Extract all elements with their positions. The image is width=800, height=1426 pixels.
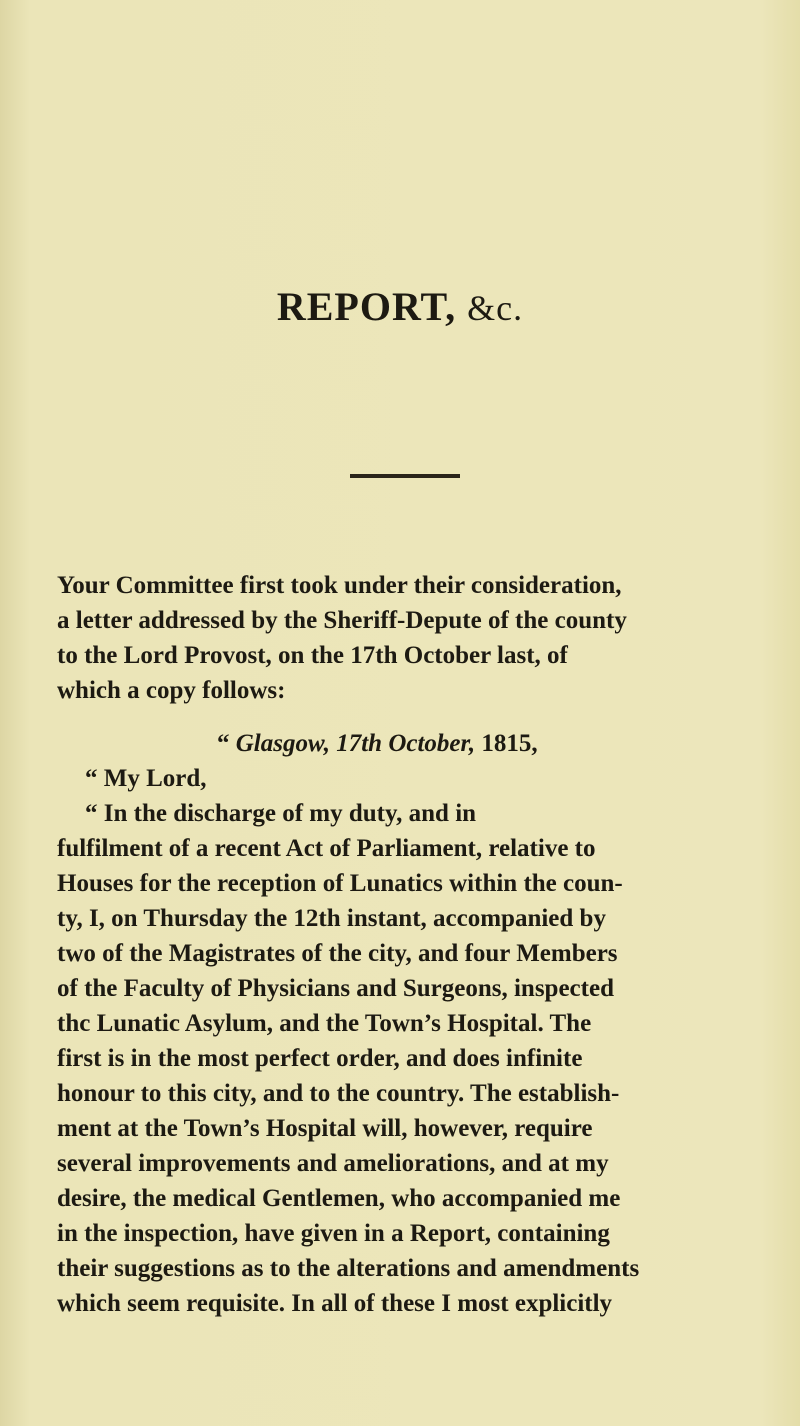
letter-line: ment at the Town’s Hospital will, however, require (57, 1115, 593, 1142)
dateline-year: 1815, (481, 730, 538, 757)
body-text (57, 568, 757, 1321)
intro-line: Your Committee first took under their consideration, (57, 572, 622, 599)
dateline-quote: “ (217, 730, 230, 757)
intro-line: to the Lord Provost, on the 17th October last, of (57, 642, 568, 669)
heading-title: REPORT, (276, 284, 457, 329)
letter-line: fulfilment of a recent Act of Parliament, relative to (57, 835, 596, 862)
letter-line: two of the Magistrates of the city, and four Members (57, 940, 618, 967)
section-rule (350, 474, 460, 478)
dateline-place-date: Glasgow, 17th October, (235, 730, 476, 757)
letter-line: in the inspection, have given in a Report, containing (57, 1220, 610, 1247)
letter-line: Houses for the reception of Lunatics within the coun- (57, 870, 623, 897)
intro-line: a letter addressed by the Sheriff-Depute of the county (57, 607, 627, 634)
letter-line: “ In the discharge of my duty, and in (85, 800, 477, 827)
letter-line: thc Lunatic Asylum, and the Town’s Hospital. The (57, 1010, 592, 1037)
letter-line: their suggestions as to the alterations and amendments (57, 1255, 640, 1282)
letter-line: first is in the most perfect order, and does infinite (57, 1045, 583, 1072)
letter-dateline (57, 726, 757, 761)
page-heading (0, 283, 800, 330)
letter-line: desire, the medical Gentlemen, who accompanied me (57, 1185, 621, 1212)
heading-etc: &c. (467, 288, 524, 328)
intro-line: which a copy follows: (57, 677, 286, 704)
letter-line: several improvements and ameliorations, and at my (57, 1150, 609, 1177)
letter-line: which seem requisite. In all of these I most explicitly (57, 1290, 613, 1317)
letter-line: ty, I, on Thursday the 12th instant, accompanied by (57, 905, 606, 932)
letter-salutation: “ My Lord, (85, 765, 207, 792)
letter-line: honour to this city, and to the country. The establish- (57, 1080, 620, 1107)
letter-line: of the Faculty of Physicians and Surgeons, inspected (57, 975, 614, 1002)
